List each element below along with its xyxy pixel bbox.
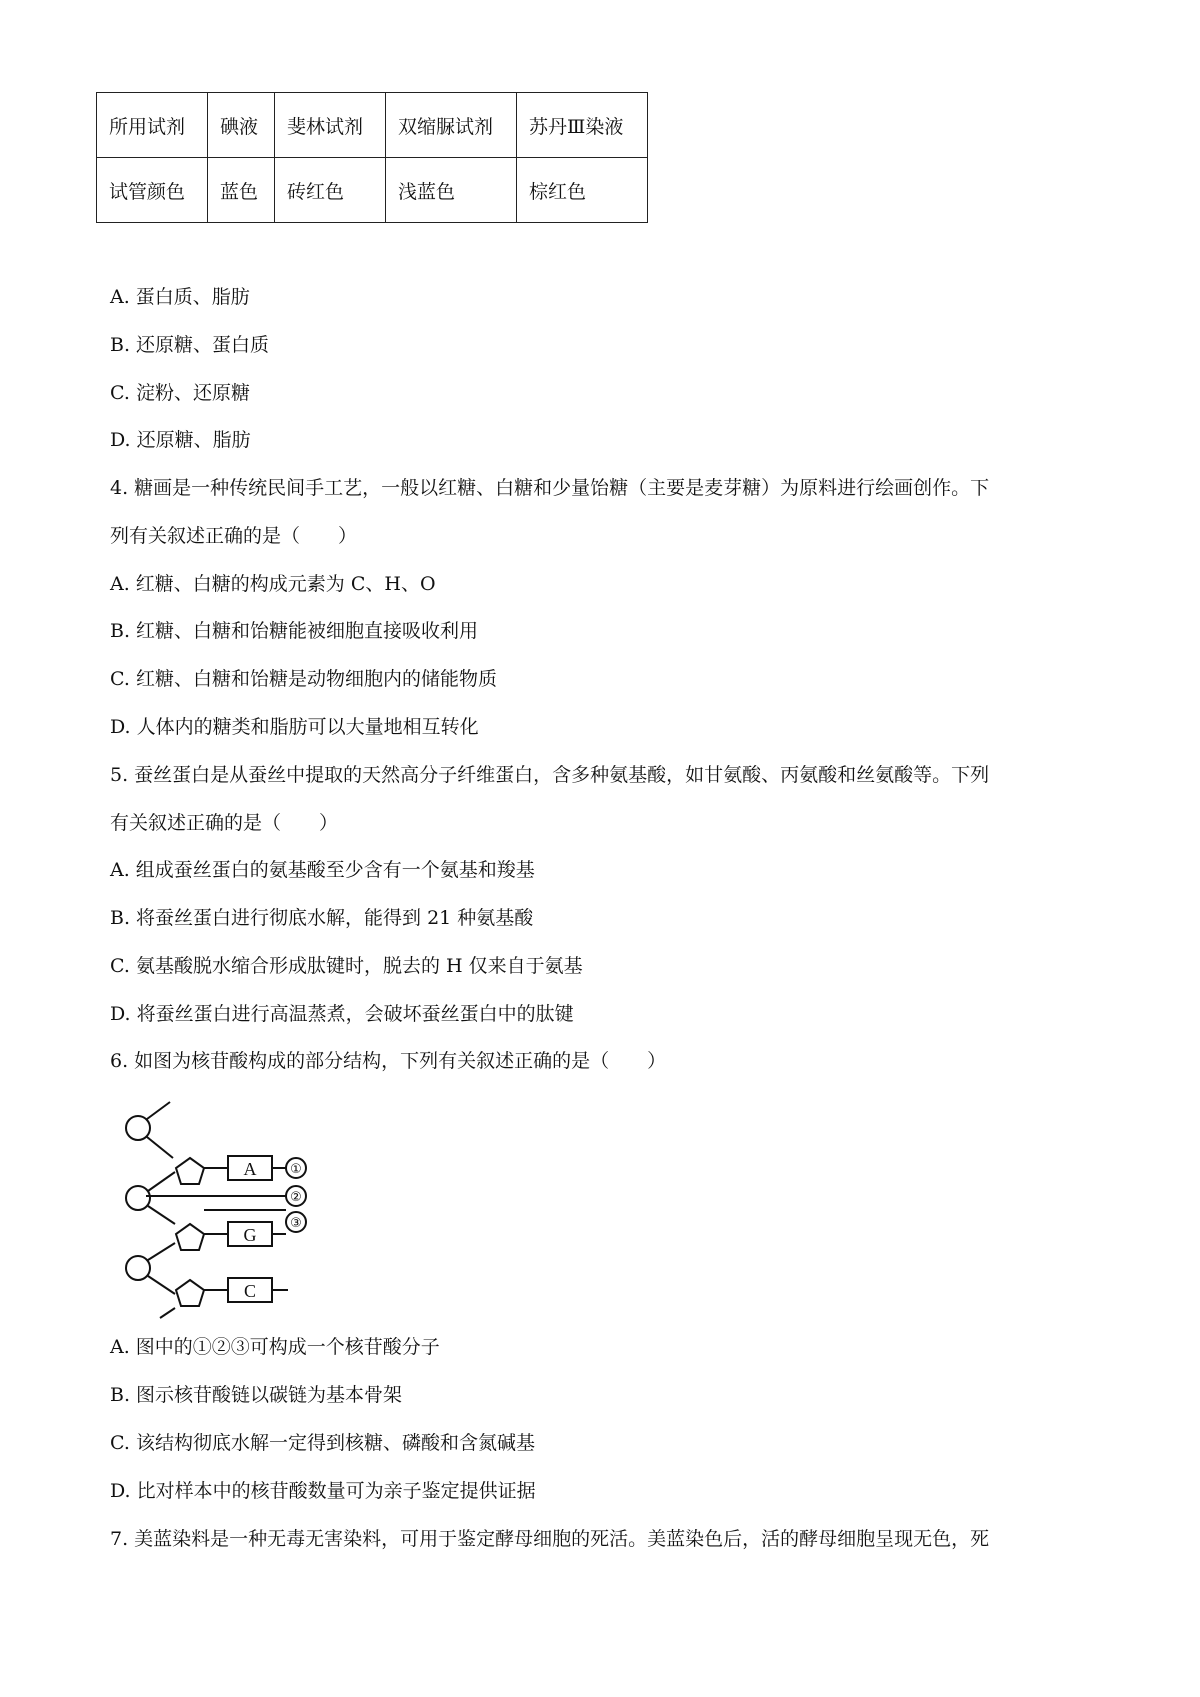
q5-option-c: C. 氨基酸脱水缩合形成肽键时，脱去的 H 仅来自于氨基 (110, 955, 583, 977)
q5-option-a: A. 组成蚕丝蛋白的氨基酸至少含有一个氨基和羧基 (110, 859, 535, 881)
base-label-c: C (243, 1281, 257, 1301)
marker-1: ① (290, 1162, 302, 1177)
q7-stem-line1: 7. 美蓝染料是一种无毒无害染料，可用于鉴定酵母细胞的死活。美蓝染色后，活的酵母细胞呈现无色，死 (110, 1528, 990, 1550)
q4-option-d: D. 人体内的糖类和脂肪可以大量地相互转化 (110, 716, 479, 738)
table-cell: 砖红色 (275, 158, 386, 223)
table-cell: 棕红色 (517, 158, 648, 223)
table-cell: 斐林试剂 (275, 93, 386, 158)
q6-option-c: C. 该结构彻底水解一定得到核糖、磷酸和含氮碱基 (110, 1432, 535, 1454)
table-row (97, 93, 648, 158)
phosphate-circle (126, 1186, 150, 1210)
marker-3: ③ (290, 1216, 302, 1231)
table-cell: 浅蓝色 (386, 158, 517, 223)
q5-stem-line1: 5. 蚕丝蛋白是从蚕丝中提取的天然高分子纤维蛋白，含多种氨基酸，如甘氨酸、丙氨酸和丝氨酸等。下列 (110, 764, 990, 786)
nucleotide-chain-figure (120, 1098, 340, 1320)
q6-option-d: D. 比对样本中的核苷酸数量可为亲子鉴定提供证据 (110, 1480, 536, 1502)
reagent-color-table (96, 92, 648, 223)
q4-stem-line1: 4. 糖画是一种传统民间手工艺，一般以红糖、白糖和少量饴糖（主要是麦芽糖）为原料进行绘画创作。下 (110, 477, 990, 499)
phosphate-circle (126, 1116, 150, 1140)
q5-stem-line2: 有关叙述正确的是（ ） (110, 812, 339, 834)
q3-option-a: A. 蛋白质、脂肪 (110, 286, 250, 308)
q5-option-d: D. 将蚕丝蛋白进行高温蒸煮，会破坏蚕丝蛋白中的肽键 (110, 1003, 574, 1025)
table-row (97, 158, 648, 223)
table-cell: 试管颜色 (97, 158, 208, 223)
pentose-sugar (176, 1158, 204, 1184)
table-cell: 蓝色 (208, 158, 275, 223)
base-label-a: A (243, 1159, 257, 1179)
pentose-sugar (176, 1280, 204, 1306)
marker-2: ② (290, 1190, 302, 1205)
table-cell: 所用试剂 (97, 93, 208, 158)
q4-option-b: B. 红糖、白糖和饴糖能被细胞直接吸收利用 (110, 620, 479, 642)
table-cell: 碘液 (208, 93, 275, 158)
phosphate-circle (126, 1256, 150, 1280)
q6-option-b: B. 图示核苷酸链以碳链为基本骨架 (110, 1384, 403, 1406)
base-label-g: G (243, 1225, 257, 1245)
q3-option-c: C. 淀粉、还原糖 (110, 382, 250, 404)
q3-option-b: B. 还原糖、蛋白质 (110, 334, 270, 356)
q6-option-a: A. 图中的①②③可构成一个核苷酸分子 (110, 1336, 440, 1358)
table-cell: 双缩脲试剂 (386, 93, 517, 158)
q4-option-a: A. 红糖、白糖的构成元素为 C、H、O (110, 573, 436, 595)
q3-option-d: D. 还原糖、脂肪 (110, 429, 251, 451)
q4-option-c: C. 红糖、白糖和饴糖是动物细胞内的储能物质 (110, 668, 497, 690)
table-cell: 苏丹Ⅲ染液 (517, 93, 648, 158)
q6-stem: 6. 如图为核苷酸构成的部分结构，下列有关叙述正确的是（ ） (110, 1050, 667, 1072)
q5-option-b: B. 将蚕丝蛋白进行彻底水解，能得到 21 种氨基酸 (110, 907, 534, 929)
q4-stem-line2: 列有关叙述正确的是（ ） (110, 525, 358, 547)
pentose-sugar (176, 1224, 204, 1250)
